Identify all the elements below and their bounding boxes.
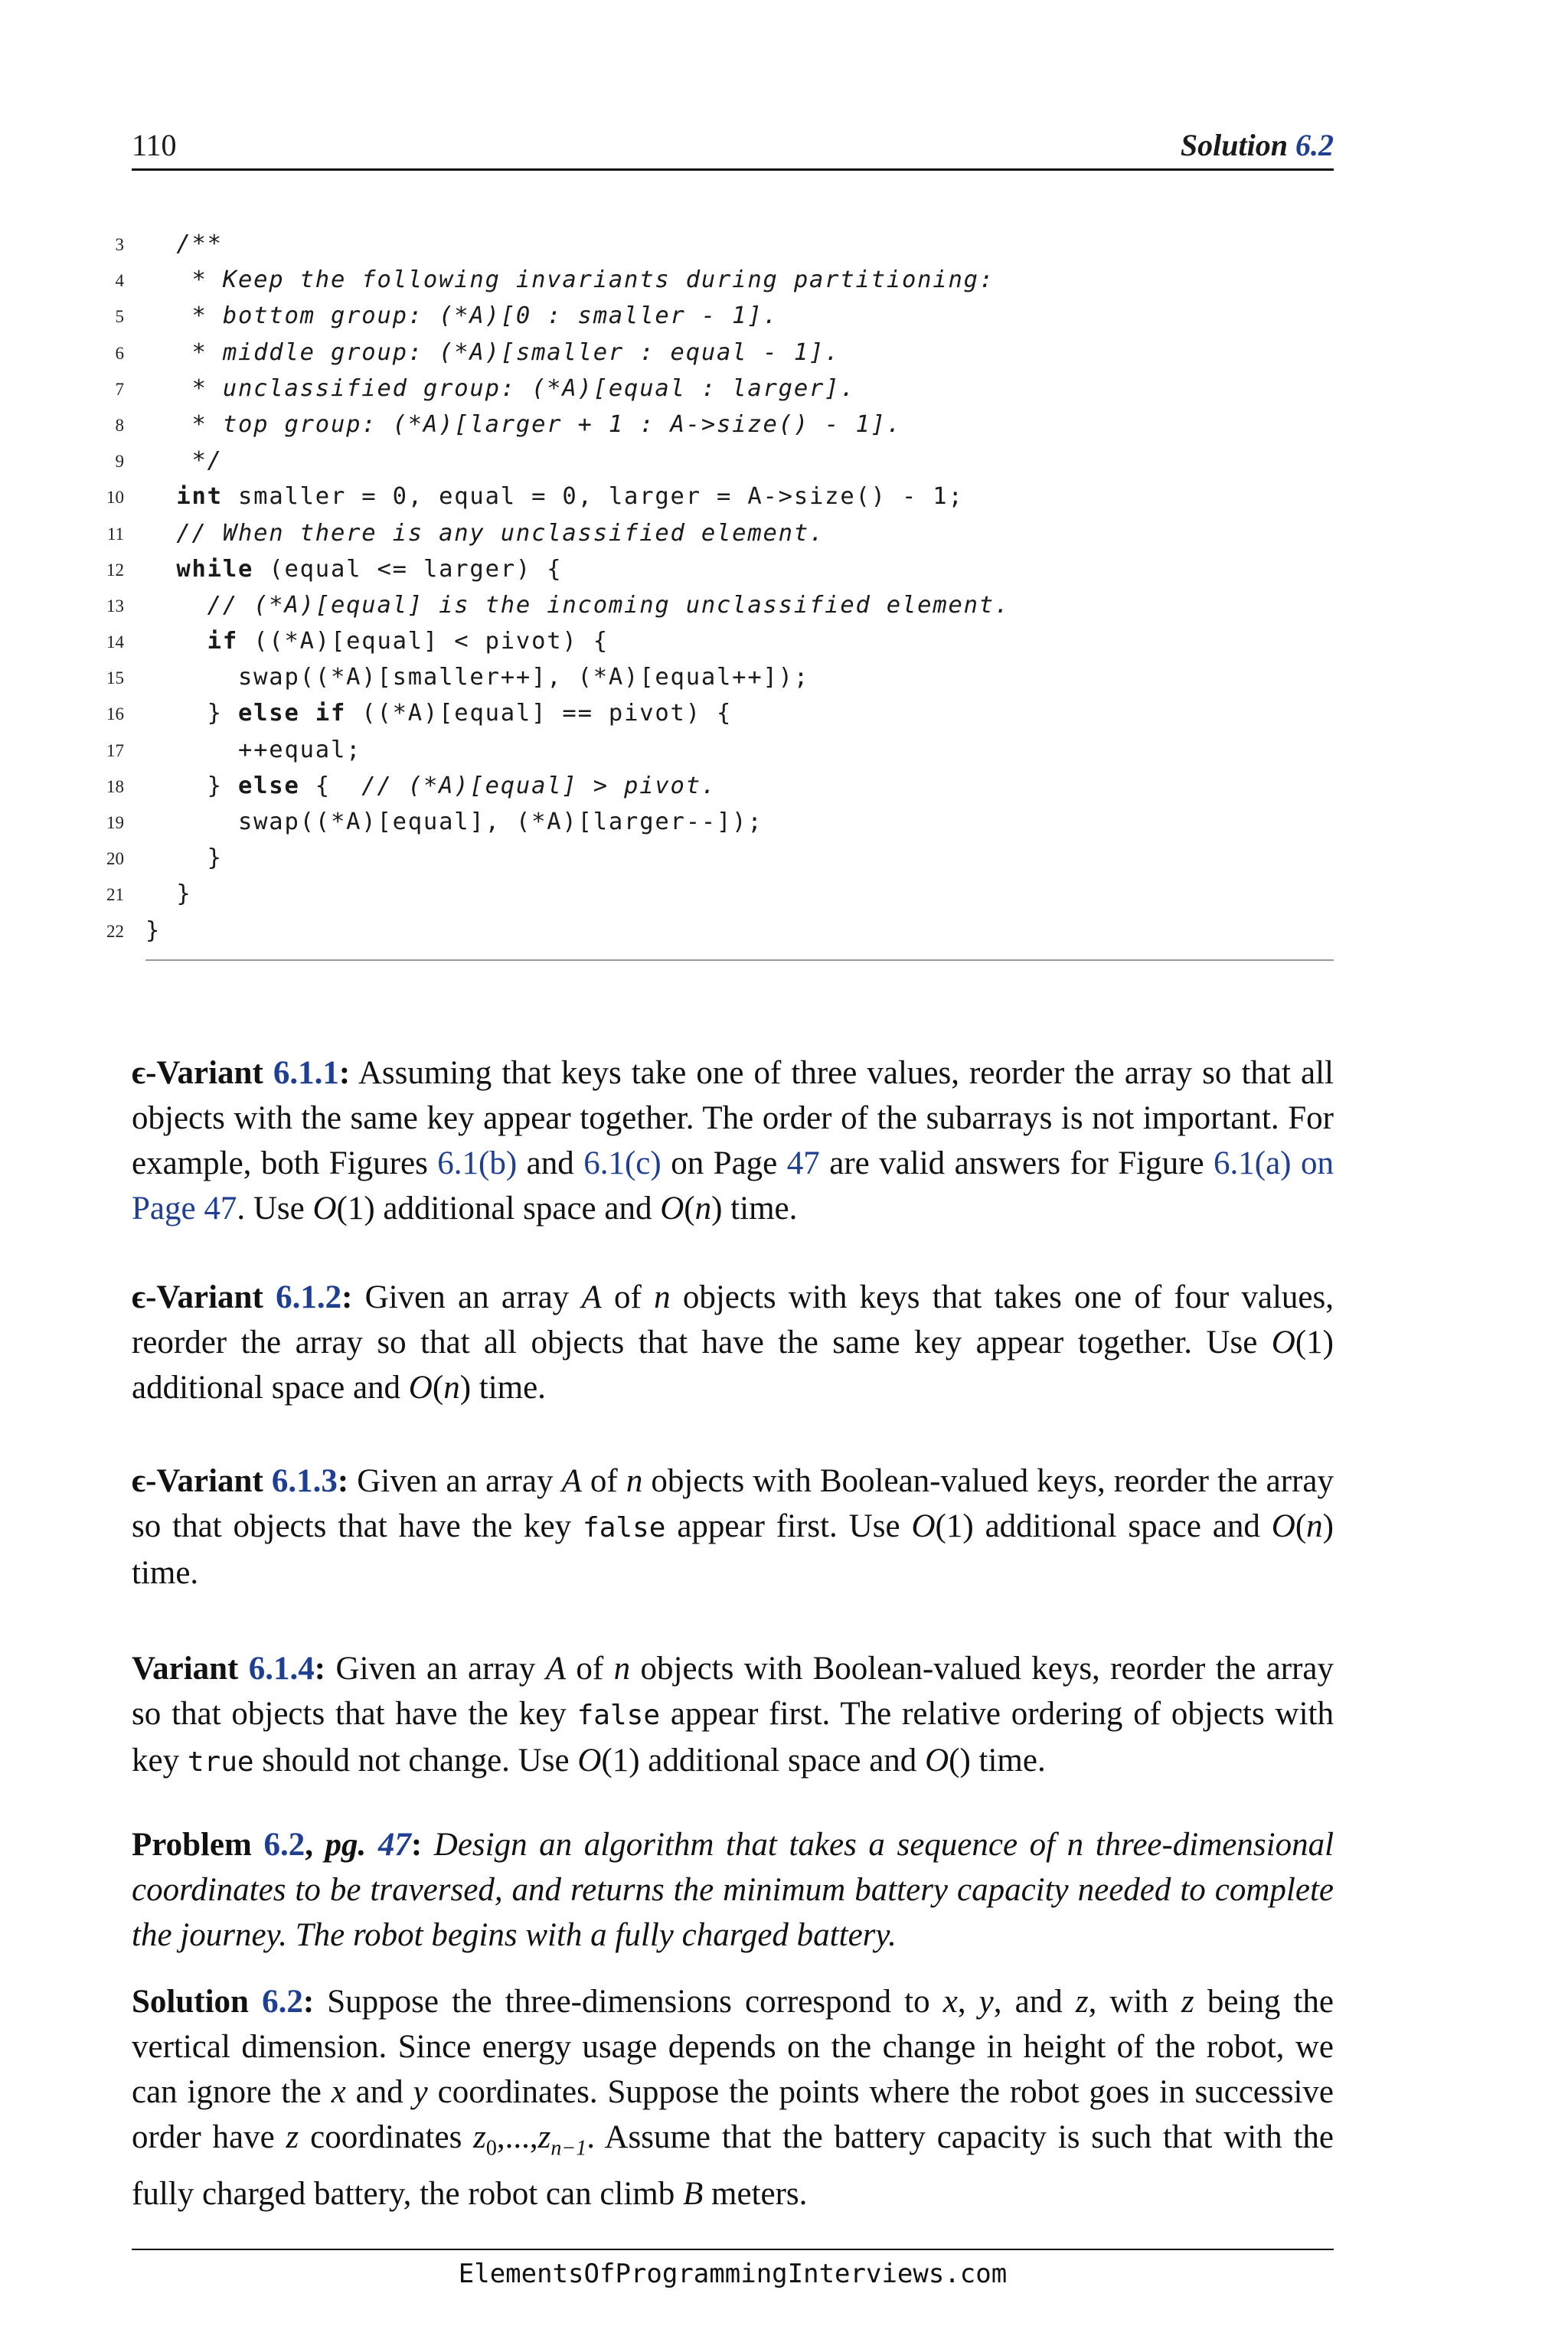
code-line [92, 515, 1332, 551]
math: O [925, 1743, 949, 1779]
math: O [911, 1508, 936, 1544]
figure-link[interactable]: 6.1(b) [437, 1145, 518, 1181]
text: () time. [949, 1743, 1046, 1779]
solution-prefix: Solution [132, 1984, 263, 2020]
code-line [92, 768, 1332, 804]
text: meters. [703, 2175, 808, 2212]
code-text: swap((*A)[equal], (*A)[larger--]); [145, 808, 763, 835]
line-number: 13 [106, 596, 124, 616]
line-number: 8 [115, 415, 124, 435]
code-line [92, 371, 1332, 407]
text: appear first. Use [665, 1508, 912, 1544]
text: of [566, 1651, 614, 1687]
variant-6-1-3 [132, 1459, 1334, 1596]
text: on Page [661, 1145, 787, 1181]
problem-label [132, 1827, 422, 1863]
text: and [345, 2074, 413, 2110]
math: ,..., [496, 2119, 538, 2155]
page-link[interactable]: 47 [377, 1827, 411, 1863]
math: z [286, 2119, 299, 2155]
text: Given an array [348, 1463, 562, 1499]
code-text: } else { // (*A)[equal] > pivot. [145, 772, 717, 799]
math: z [1181, 1984, 1194, 2020]
text: (1) additional space and [935, 1508, 1272, 1544]
text: (1) additional space and [336, 1191, 661, 1227]
code-line [92, 587, 1332, 623]
variant-ref-link[interactable]: 6.1.4 [248, 1651, 315, 1687]
variant-prefix: ϵ-Variant [132, 1463, 272, 1499]
text: of [601, 1279, 655, 1315]
solution-ref-link[interactable]: 6.2 [262, 1984, 303, 2020]
code-text: * unclassified group: (*A)[equal : larger]. [145, 374, 856, 402]
text: and [517, 1145, 584, 1181]
code-line [92, 226, 1332, 262]
code-line [92, 407, 1332, 443]
line-number: 9 [115, 452, 124, 472]
code-line [92, 876, 1332, 912]
variant-ref-link[interactable]: 6.1.3 [271, 1463, 338, 1499]
math: y [978, 1984, 994, 2020]
section-prefix: Solution [1180, 128, 1295, 162]
text: being the vertical dimension. Since energy usage depends on the change in height of the robot, we can ignore the [132, 1984, 1334, 2110]
code-line [92, 479, 1332, 514]
line-number: 11 [106, 524, 124, 544]
code-text: // (*A)[equal] is the incoming unclassified element. [207, 591, 1011, 619]
text: (1) additional space and [601, 1743, 926, 1779]
page-link[interactable]: 47 [786, 1145, 820, 1181]
line-number: 17 [106, 740, 124, 760]
line-number: 20 [106, 849, 124, 869]
figure-link[interactable]: 6.1(a) on Page 47 [132, 1145, 1334, 1227]
variant-prefix: Variant [132, 1651, 249, 1687]
problem-statement: Design an algorithm that takes a sequence of n three-dimensional coordinates to be traversed, and returns the minimum battery capacity needed to complete the journey. The robot begins with a fully charged battery. [132, 1827, 1334, 1953]
line-number: 4 [115, 271, 124, 291]
page-prefix: pg. [325, 1827, 378, 1863]
code-bottom-rule [145, 959, 1334, 961]
problem-6-2 [132, 1822, 1334, 1958]
code-text: * middle group: (*A)[smaller : equal - 1]. [145, 338, 841, 366]
math: z [537, 2119, 551, 2155]
code-text: // When there is any unclassified element. [176, 519, 825, 547]
math: z [473, 2119, 486, 2155]
solution-label [132, 1984, 314, 2020]
math-subscript: 0 [485, 2136, 497, 2161]
math: B [683, 2175, 704, 2212]
code-line [92, 695, 1332, 731]
code-text: if ((*A)[equal] < pivot) { [207, 628, 609, 655]
math: A [581, 1279, 602, 1315]
variant-prefix: ϵ-Variant [132, 1055, 273, 1091]
math: n [1306, 1508, 1323, 1544]
code-line [92, 732, 1332, 768]
code-text: } else if ((*A)[equal] == pivot) { [145, 700, 733, 727]
line-number: 15 [106, 668, 124, 688]
code-line [92, 298, 1332, 334]
text: , [957, 1984, 979, 2020]
page-number: 110 [132, 128, 177, 162]
line-number: 5 [115, 307, 124, 327]
text: ( [1295, 1508, 1307, 1544]
text: Suppose the three-dimensions correspond to [314, 1984, 943, 2020]
colon: : [337, 1463, 349, 1499]
code-text: } [145, 916, 162, 944]
text: Assuming that keys take one of three values, reorder the array so that all objects with the same key appear together. The order of the subarrays is not important. For example, both Figures [132, 1055, 1334, 1181]
text: coordinates. Suppose the points where the robot goes in successive order have [132, 2074, 1334, 2155]
code-line [92, 913, 1332, 949]
text: objects with Boolean-valued keys, reorder the array so that objects that have the key [132, 1651, 1334, 1732]
colon: : [410, 1827, 423, 1863]
colon: : [302, 1984, 315, 2020]
comma: , [305, 1827, 325, 1863]
line-number: 22 [106, 921, 124, 941]
text: . Assume that the battery capacity is such that with the fully charged battery, the robot can climb [132, 2119, 1334, 2212]
solution-6-2 [132, 1979, 1334, 2216]
variant-label [132, 1279, 352, 1315]
math: O [577, 1743, 602, 1779]
variant-ref-link[interactable]: 6.1.1 [273, 1055, 339, 1091]
code-literal: false [577, 1700, 660, 1731]
text: ) time. [711, 1191, 798, 1227]
text: objects with keys that takes one of four values, reorder the array so that all objects that have the same key appear together. Use [132, 1279, 1334, 1361]
line-number: 12 [106, 560, 124, 580]
text: are valid answers for Figure [819, 1145, 1214, 1181]
variant-6-1-4 [132, 1646, 1334, 1785]
page-header [132, 122, 1334, 171]
line-number: 14 [106, 632, 124, 652]
code-literal: false [583, 1512, 666, 1544]
text: objects with Boolean-valued keys, reorder the array so that objects that have the key [132, 1463, 1334, 1544]
line-number: 7 [115, 379, 124, 399]
code-text: /** [145, 230, 223, 257]
text: coordinates [299, 2119, 474, 2155]
figure-link[interactable]: 6.1(c) [583, 1145, 662, 1181]
colon: : [338, 1055, 351, 1091]
text: , and [993, 1984, 1076, 2020]
footer-url[interactable]: ElementsOfProgrammingInterviews.com [458, 2259, 1008, 2289]
text: of [581, 1463, 626, 1499]
code-text: * Keep the following invariants during partitioning: [145, 266, 995, 294]
code-line [92, 623, 1332, 659]
problem-ref-link[interactable]: 6.2 [263, 1827, 305, 1863]
code-line [92, 659, 1332, 695]
code-line [92, 335, 1332, 371]
code-text: while (equal <= larger) { [176, 555, 563, 583]
math: O [1271, 1325, 1295, 1361]
code-line [92, 443, 1332, 479]
code-text: * top group: (*A)[larger + 1 : A->size() - 1]. [145, 410, 902, 438]
variant-label [132, 1055, 350, 1091]
code-text: } [145, 880, 192, 908]
section-title [1181, 127, 1334, 163]
text: ) time. [132, 1508, 1334, 1591]
line-number: 21 [106, 885, 124, 905]
line-number: 19 [106, 813, 124, 832]
variant-label [132, 1651, 325, 1687]
code-line [92, 804, 1332, 840]
code-line [92, 840, 1332, 876]
math: z [1075, 1984, 1089, 2020]
math: n [626, 1463, 643, 1499]
code-line [92, 551, 1332, 587]
variant-label [132, 1463, 348, 1499]
code-literal: true [187, 1746, 254, 1778]
code-text: * bottom group: (*A)[0 : smaller - 1]. [145, 302, 779, 330]
text: should not change. Use [253, 1743, 578, 1779]
code-line [92, 262, 1332, 298]
math: A [545, 1651, 566, 1687]
code-text: */ [145, 447, 223, 475]
math: O [312, 1191, 337, 1227]
variant-ref-link[interactable]: 6.1.2 [276, 1279, 342, 1315]
text: ( [684, 1191, 695, 1227]
math: A [561, 1463, 582, 1499]
variant-6-1-1 [132, 1050, 1334, 1231]
text: appear first. The relative ordering of objects with key [132, 1696, 1334, 1779]
code-text: ++equal; [145, 736, 362, 763]
line-number: 16 [106, 704, 124, 724]
text: . Use [237, 1191, 313, 1227]
section-ref-link[interactable]: 6.2 [1295, 128, 1334, 162]
text: ) time. [459, 1370, 546, 1406]
variant-prefix: ϵ-Variant [132, 1279, 276, 1315]
math-subscript: n−1 [550, 2136, 587, 2161]
math: n [443, 1370, 460, 1406]
code-text: swap((*A)[smaller++], (*A)[equal++]); [145, 664, 809, 691]
line-number: 6 [115, 343, 124, 363]
code-text: } [145, 844, 223, 872]
math: x [942, 1984, 958, 2020]
math: n [613, 1651, 631, 1687]
code-text: int smaller = 0, equal = 0, larger = A->size() - 1; [176, 483, 964, 511]
problem-prefix: Problem [132, 1827, 264, 1863]
math: n [694, 1191, 712, 1227]
code-listing [92, 226, 1332, 949]
line-number: 10 [106, 488, 124, 508]
variant-6-1-2 [132, 1275, 1334, 1410]
math: O [408, 1370, 433, 1406]
math: n [654, 1279, 671, 1315]
colon: : [341, 1279, 353, 1315]
math: y [413, 2074, 428, 2110]
text: ( [432, 1370, 444, 1406]
text: , with [1088, 1984, 1181, 2020]
text: Given an array [325, 1651, 546, 1687]
math: x [331, 2074, 346, 2110]
line-number: 3 [115, 235, 124, 254]
math: O [660, 1191, 684, 1227]
colon: : [314, 1651, 326, 1687]
text: (1) additional space and [132, 1325, 1334, 1406]
footer-rule [132, 2249, 1334, 2250]
text: Given an array [352, 1279, 582, 1315]
math: O [1271, 1508, 1295, 1544]
line-number: 18 [106, 776, 124, 796]
